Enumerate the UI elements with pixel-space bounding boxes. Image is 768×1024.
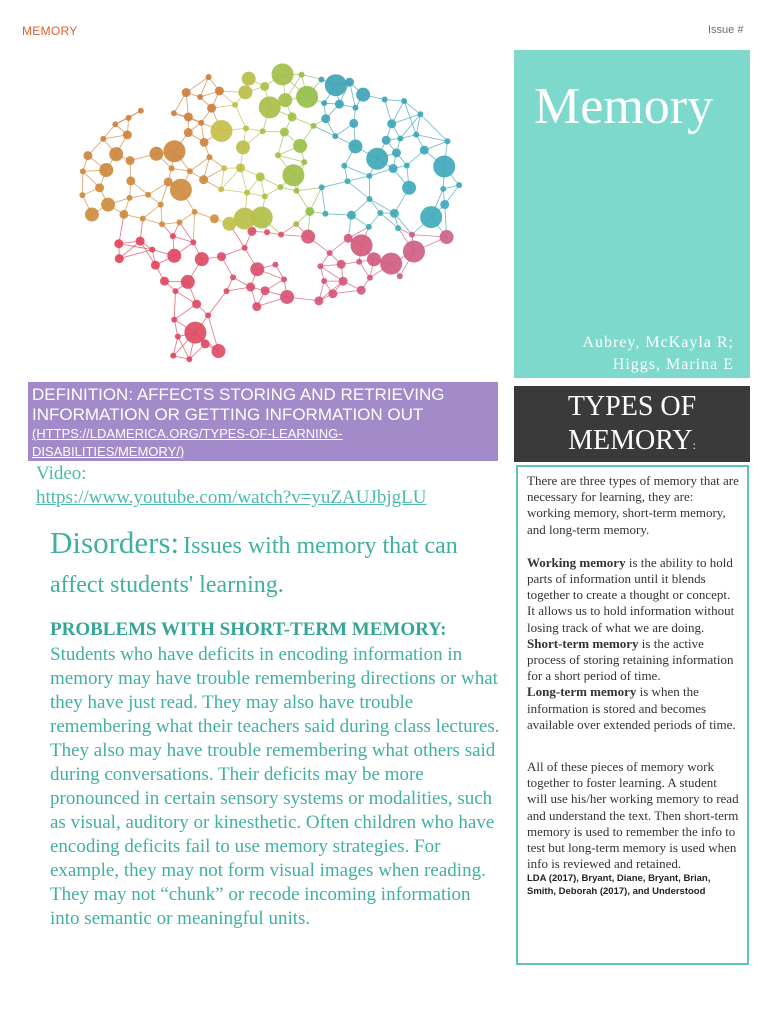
network-node: [101, 198, 115, 212]
short-term-memory-paragraph: [527, 636, 739, 685]
network-node: [296, 86, 318, 108]
network-node: [293, 139, 307, 153]
video-link[interactable]: https://www.youtube.com/watch?v=yuZAUJbjgLU: [36, 487, 427, 508]
network-link: [208, 291, 226, 315]
network-node: [366, 148, 388, 170]
network-node: [319, 184, 325, 190]
network-node: [349, 119, 358, 128]
video-section: [36, 462, 426, 510]
network-node: [172, 288, 178, 294]
network-node: [392, 148, 401, 157]
network-node: [199, 175, 208, 184]
network-node: [397, 135, 403, 141]
network-node: [244, 190, 250, 196]
network-node: [356, 88, 370, 102]
network-node: [260, 82, 269, 91]
network-node: [420, 206, 442, 228]
network-node: [395, 225, 401, 231]
network-node: [177, 219, 183, 225]
network-node: [420, 146, 429, 155]
network-node: [221, 165, 227, 171]
network-node: [206, 154, 212, 160]
types-header-colon: :: [692, 438, 696, 452]
network-node: [136, 237, 145, 246]
authors: [582, 332, 734, 376]
network-node: [190, 239, 196, 245]
network-node: [182, 88, 191, 97]
network-node: [127, 195, 133, 201]
network-node: [149, 147, 163, 161]
network-link: [344, 166, 369, 176]
network-node: [440, 200, 449, 209]
network-node: [95, 183, 104, 192]
network-node: [123, 130, 132, 139]
network-node: [332, 133, 338, 139]
network-node: [250, 262, 264, 276]
network-node: [171, 110, 177, 116]
network-link: [302, 75, 322, 80]
network-link: [180, 222, 194, 242]
network-node: [115, 254, 124, 263]
network-node: [348, 139, 362, 153]
network-node: [170, 353, 176, 359]
network-node: [210, 120, 232, 142]
network-node: [357, 286, 366, 295]
network-node: [272, 63, 294, 85]
network-node: [224, 288, 230, 294]
network-node: [325, 74, 347, 96]
types-info-box: [516, 465, 749, 965]
network-node: [335, 100, 344, 109]
network-node: [341, 163, 347, 169]
types-header-line-1: TYPES OF: [567, 391, 697, 422]
network-node: [322, 211, 328, 217]
network-link: [322, 181, 348, 187]
network-node: [236, 140, 250, 154]
network-node: [272, 262, 278, 268]
network-node: [301, 159, 307, 165]
brain-network-illustration: [70, 48, 498, 378]
network-node: [377, 210, 383, 216]
network-node: [366, 173, 372, 179]
network-node: [234, 208, 256, 230]
network-node: [366, 196, 372, 202]
network-node: [259, 96, 281, 118]
network-node: [79, 192, 85, 198]
network-node: [402, 181, 416, 195]
network-node: [242, 72, 256, 86]
network-node: [397, 273, 403, 279]
network-node: [353, 105, 359, 111]
disorders-heading-block: [50, 525, 500, 606]
disorders-heading: Disorders:: [50, 525, 180, 560]
network-node: [151, 261, 160, 270]
network-node: [85, 208, 99, 222]
network-node: [401, 98, 407, 104]
network-node: [206, 74, 212, 80]
authors-line-2: Higgs, Marina E: [612, 356, 734, 373]
network-link: [347, 176, 369, 181]
network-node: [242, 245, 248, 251]
network-node: [440, 186, 446, 192]
long-term-memory-term: Long-term memory: [527, 684, 637, 700]
network-node: [195, 252, 209, 266]
network-node: [138, 108, 144, 114]
network-node: [238, 85, 252, 99]
network-node: [187, 168, 193, 174]
network-node: [301, 230, 315, 244]
network-node: [171, 317, 177, 323]
long-term-memory-definition: is when the information is stored and becomes available over extended periods of time.: [527, 684, 736, 732]
network-node: [347, 211, 356, 220]
network-node: [444, 138, 450, 144]
network-node: [184, 128, 193, 137]
network-node: [367, 252, 381, 266]
network-node: [210, 214, 219, 223]
network-node: [170, 179, 192, 201]
network-node: [337, 260, 346, 269]
network-node: [99, 163, 113, 177]
memory-summary: All of these pieces of memory work together to foster learning. A student will use his/her working memory to read and understand the text. Then short-term memory is used to remember the info to test but long-term memory is used when info is reviewed and retained.: [527, 759, 739, 872]
network-node: [404, 162, 410, 168]
network-node: [159, 221, 165, 227]
network-node: [403, 240, 425, 262]
network-node: [192, 209, 198, 215]
network-node: [310, 123, 316, 129]
network-node: [100, 136, 106, 142]
network-node: [382, 136, 391, 145]
network-node: [192, 300, 201, 309]
network-node: [167, 249, 181, 263]
network-node: [389, 164, 398, 173]
definition-source-link[interactable]: (HTTPS://LDAMERICA.ORG/TYPES-OF-LEARNING-DISABILITIES/MEMORY/): [32, 426, 343, 459]
network-node: [205, 312, 211, 318]
network-node: [299, 72, 305, 78]
working-memory-term: Working memory: [527, 554, 626, 570]
newsletter-title: Memory: [534, 78, 714, 135]
header-issue-number: Issue #: [708, 24, 744, 36]
network-node: [440, 230, 454, 244]
network-node: [175, 333, 181, 339]
network-node: [280, 128, 289, 137]
network-node: [126, 156, 135, 165]
problems-body: Students who have deficits in encoding information in memory may have trouble remembering directions or what they have just read. They may also have trouble remembering what their teachers said during class lectures. They also may have trouble remembering what others said during conversations. Their deficits may be more pronounced in certain sensory systems or modalities, such as visual, auditory or kinesthetic. Often children who have encoding deficits fail to use memory strategies. For example, they may not form visual images when reading. They may not “chunk” or recode incoming information into semantic or meaningful units.: [50, 644, 500, 929]
network-node: [217, 252, 226, 261]
network-node: [294, 188, 300, 194]
short-term-memory-term: Short-term memory: [527, 635, 639, 651]
network-node: [149, 247, 155, 253]
network-node: [382, 97, 388, 103]
network-link: [221, 189, 247, 192]
network-node: [321, 100, 327, 106]
network-node: [433, 156, 455, 178]
network-node: [197, 94, 203, 100]
network-node: [256, 172, 265, 181]
network-link: [174, 291, 175, 320]
long-term-memory-paragraph: [527, 684, 739, 733]
network-node: [218, 186, 224, 192]
network-node: [112, 121, 118, 127]
network-link: [420, 114, 447, 141]
network-node: [278, 232, 284, 238]
title-panel: [514, 50, 750, 378]
network-node: [184, 112, 193, 121]
definition-box: [28, 382, 498, 461]
network-node: [293, 221, 299, 227]
network-node: [246, 283, 255, 292]
network-node: [264, 229, 270, 235]
brain-network-svg: [70, 48, 498, 378]
network-node: [114, 239, 123, 248]
network-node: [356, 259, 362, 265]
network-node: [160, 277, 169, 286]
types-header-line-2: [514, 424, 750, 462]
network-node: [170, 233, 176, 239]
network-node: [230, 274, 236, 280]
network-node: [252, 302, 261, 311]
types-header-word: MEMORY: [568, 425, 693, 456]
video-label: Video:: [36, 463, 87, 484]
network-node: [184, 322, 206, 344]
network-node: [198, 120, 204, 126]
types-of-memory-header: [514, 386, 750, 462]
network-node: [339, 277, 348, 286]
network-link: [347, 181, 369, 199]
network-node: [181, 275, 195, 289]
network-node: [169, 165, 175, 171]
network-node: [222, 217, 236, 231]
network-node: [351, 234, 373, 256]
network-node: [327, 250, 333, 256]
network-link: [143, 219, 162, 225]
network-node: [262, 193, 268, 199]
network-link: [193, 212, 194, 243]
network-node: [367, 275, 373, 281]
network-node: [109, 147, 123, 161]
network-node: [126, 176, 135, 185]
network-link: [143, 205, 161, 219]
network-node: [282, 164, 304, 186]
working-memory-definition: is the ability to hold parts of information until it blends together to create a thought or concept. It allows us to hold information without losing track of what we are doing.: [527, 554, 735, 635]
network-node: [207, 104, 216, 113]
network-link: [235, 105, 246, 128]
network-node: [80, 168, 86, 174]
network-node: [387, 119, 396, 128]
network-node: [140, 216, 146, 222]
network-node: [281, 276, 287, 282]
network-node: [261, 286, 270, 295]
network-node: [344, 178, 350, 184]
network-node: [321, 114, 330, 123]
network-node: [390, 209, 399, 218]
network-node: [232, 102, 238, 108]
network-node: [380, 253, 402, 275]
network-node: [278, 93, 292, 107]
network-node: [211, 344, 225, 358]
network-node: [366, 224, 372, 230]
short-term-memory-definition: is the active process of storing retaining information for a short period of time.: [527, 635, 734, 684]
network-node: [305, 207, 314, 216]
network-node: [280, 290, 294, 304]
network-link: [416, 135, 447, 142]
disorders-subheading: Issues with memory that can affect students' learning.: [50, 533, 458, 598]
network-node: [158, 202, 164, 208]
network-link: [297, 187, 322, 190]
network-node: [409, 232, 415, 238]
network-node: [186, 356, 192, 362]
authors-line-1: Aubrey, McKayla R;: [582, 334, 734, 351]
network-node: [260, 128, 266, 134]
problems-title: PROBLEMS WITH SHORT-TERM MEMORY:: [50, 619, 447, 640]
network-link: [173, 236, 193, 242]
network-node: [288, 112, 297, 121]
network-node: [145, 192, 151, 198]
network-node: [236, 163, 245, 172]
network-node: [126, 115, 132, 121]
network-node: [275, 152, 281, 158]
network-node: [413, 132, 419, 138]
network-node: [318, 76, 324, 82]
network-node: [243, 125, 249, 131]
network-node: [215, 87, 224, 96]
network-node: [119, 210, 128, 219]
network-link: [322, 187, 326, 213]
network-node: [83, 151, 92, 160]
types-intro: There are three types of memory that are necessary for learning, they are: working memory, short-term memory, and long-term memory.: [527, 473, 739, 537]
network-node: [417, 111, 423, 117]
definition-text: DEFINITION: AFFECTS STORING AND RETRIEVING INFORMATION OR GETTING INFORMATION OUT: [32, 385, 445, 424]
header-section-label: MEMORY: [22, 24, 78, 38]
network-nodes: [79, 63, 462, 362]
network-node: [456, 182, 462, 188]
working-memory-paragraph: [527, 555, 739, 636]
network-node: [321, 278, 327, 284]
network-node: [314, 296, 323, 305]
network-node: [277, 184, 283, 190]
network-node: [328, 289, 337, 298]
network-node: [317, 263, 323, 269]
network-node: [163, 140, 185, 162]
citation: LDA (2017), Bryant, Diane, Bryant, Brian, Smith, Deborah (2017), and Understood: [527, 873, 711, 898]
network-node: [344, 234, 353, 243]
network-node: [200, 138, 209, 147]
